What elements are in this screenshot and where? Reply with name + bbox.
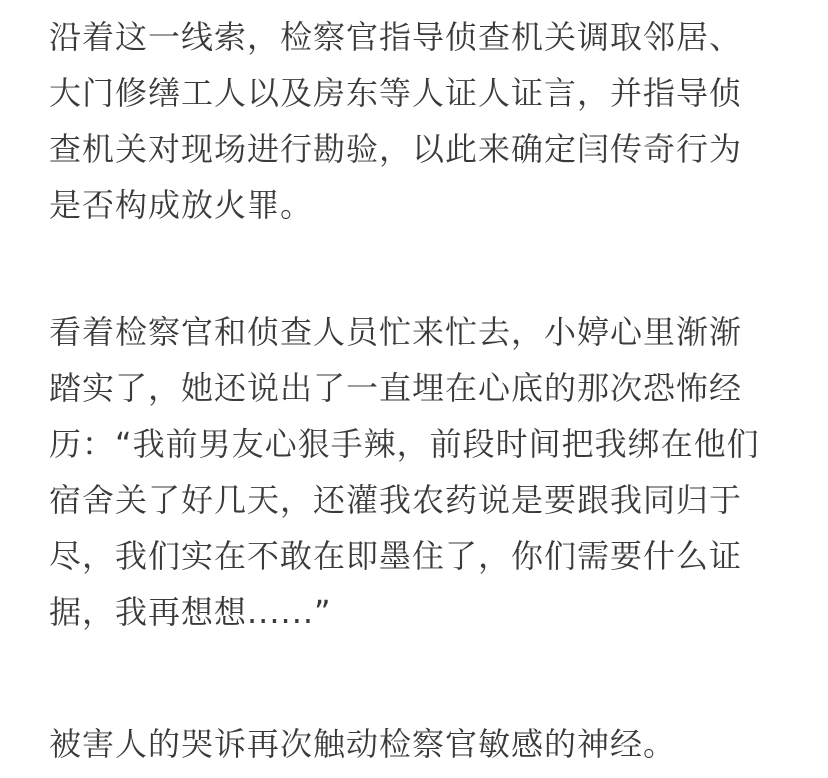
text-line: 宿舍关了好几天，还灌我农药说是要跟我同归于 [49, 481, 743, 519]
text-line: 历：“我前男友心狠手辣，前段时间把我绑在他们 [49, 425, 760, 463]
text-line: 被害人的哭诉再次触动检察官敏感的神经。 [49, 725, 677, 763]
text-line: 据，我再想想......” [49, 593, 332, 631]
text-line: 尽，我们实在不敢在即墨住了，你们需要什么证 [49, 537, 743, 575]
text-line: 沿着这一线索，检察官指导侦查机关调取邻居、 [49, 18, 743, 56]
text-line: 踏实了，她还说出了一直埋在心底的那次恐怖经 [49, 369, 743, 407]
text-line: 看着检察官和侦查人员忙来忙去，小婷心里渐渐 [49, 313, 743, 351]
text-line: 是否构成放火罪。 [49, 186, 314, 224]
text-line: 查机关对现场进行勘验，以此来确定闫传奇行为 [49, 130, 743, 168]
paragraph [49, 304, 760, 640]
paragraph [49, 716, 676, 772]
text-line: 大门修缮工人以及房东等人证人证言，并指导侦 [49, 74, 743, 112]
paragraph [49, 9, 742, 233]
